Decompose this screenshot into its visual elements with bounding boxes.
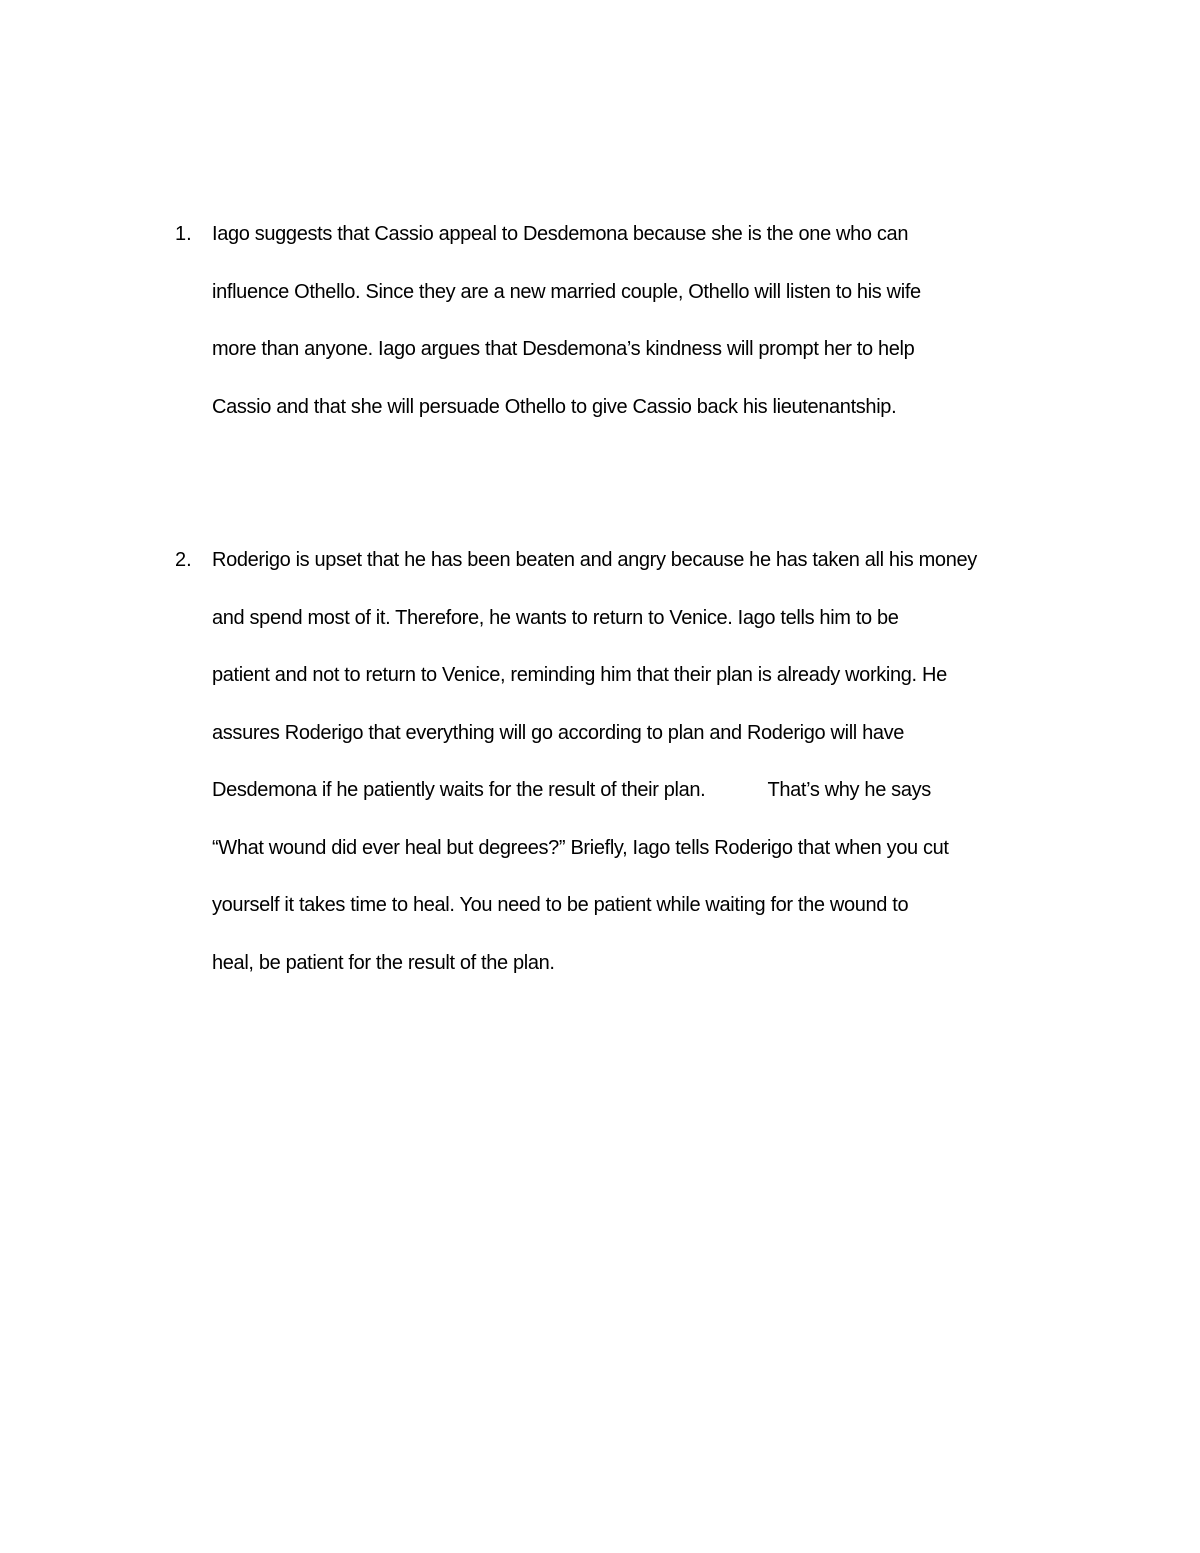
list-item-text xyxy=(212,217,1075,447)
text-line: patient and not to return to Venice, reminding him that their plan is already working. He xyxy=(212,664,947,686)
text-line: Desdemona if he patiently waits for the result of their plan. That’s why he says xyxy=(212,779,931,801)
text-line: assures Roderigo that everything will go according to plan and Roderigo will have xyxy=(212,721,905,744)
text-line: Cassio and that she will persuade Othello to give Cassio back his lieutenantship. xyxy=(212,395,897,418)
text-line: Iago suggests that Cassio appeal to Desdemona because she is the one who can xyxy=(212,223,909,245)
text-line: “What wound did ever heal but degrees?” Briefly, Iago tells Roderigo that when you cut xyxy=(212,836,949,859)
text-line: yourself it takes time to heal. You need to be patient while waiting for the wound to xyxy=(212,894,909,916)
text-line: and spend most of it. Therefore, he wants to return to Venice. Iago tells him to be xyxy=(212,606,899,629)
text-line: Roderigo is upset that he has been beaten and angry because he has taken all his money xyxy=(212,549,977,571)
list-number: 2. xyxy=(175,549,192,571)
list-item-text xyxy=(212,543,1075,1003)
text-line: heal, be patient for the result of the plan. xyxy=(212,951,555,974)
list-number: 1. xyxy=(175,223,192,245)
text-line: influence Othello. Since they are a new married couple, Othello will listen to his wife xyxy=(212,280,921,303)
text-line: more than anyone. Iago argues that Desdemona’s kindness will prompt her to help xyxy=(212,338,915,360)
